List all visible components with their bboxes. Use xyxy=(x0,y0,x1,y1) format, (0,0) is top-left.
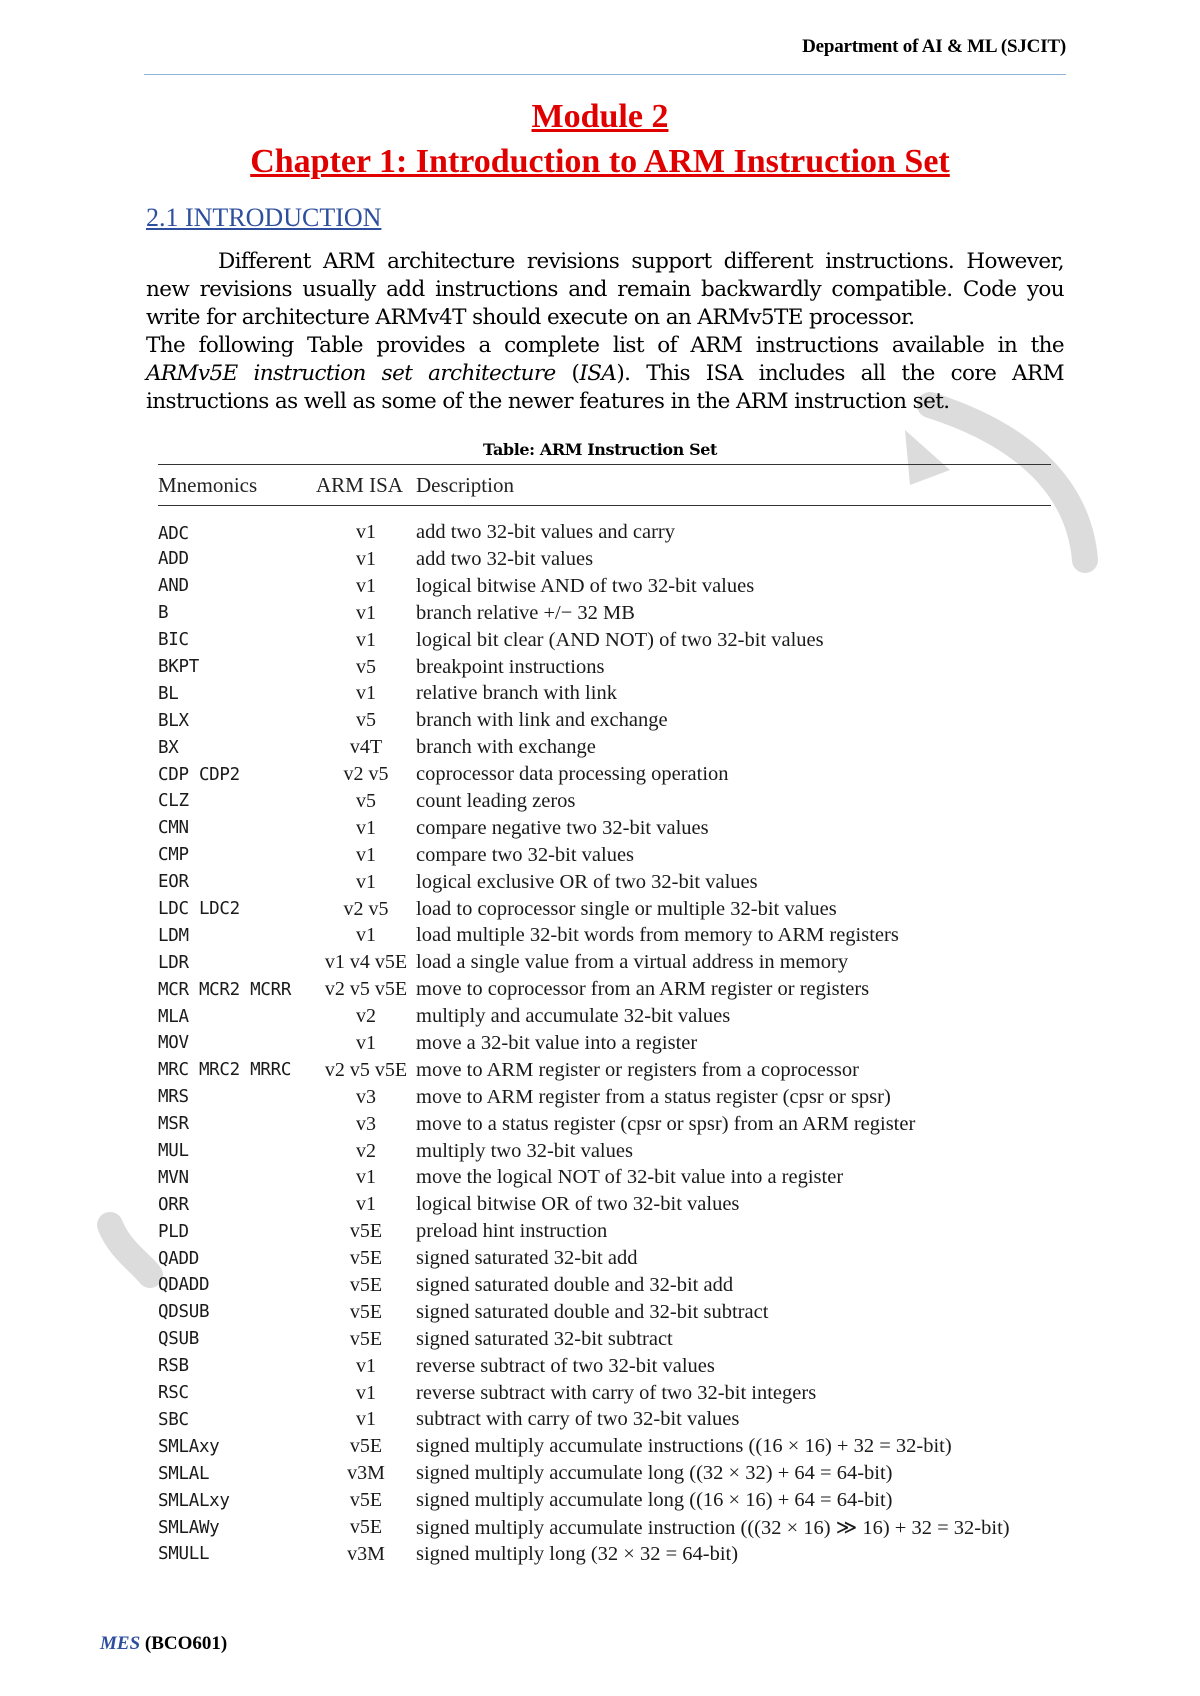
isa-version-cell: v5E xyxy=(349,1435,383,1458)
isa-version-cell: v2 v5 v5E xyxy=(324,1058,408,1081)
mnemonic-cell: CLZ xyxy=(158,791,189,812)
table-row xyxy=(158,949,1051,976)
isa-version-cell: v1 xyxy=(356,843,376,866)
intro-isa-abbrev: ISA xyxy=(579,361,617,386)
mnemonic-cell: ADC xyxy=(158,524,189,544)
description-cell: add two 32-bit values xyxy=(416,547,594,570)
isa-version-cell: v5 xyxy=(356,655,376,678)
intro-text-b: ( xyxy=(555,361,580,386)
isa-version-cell: v1 xyxy=(356,628,376,651)
isa-version-cell: v1 xyxy=(356,870,376,893)
table-row xyxy=(158,1353,1051,1380)
mnemonic-cell: RSB xyxy=(158,1356,189,1377)
isa-version-cell: v1 xyxy=(356,816,376,839)
isa-version-cell: v1 xyxy=(356,1193,376,1216)
isa-version-cell: v5E xyxy=(349,1516,383,1538)
table-row xyxy=(158,815,1051,842)
description-cell: move the logical NOT of 32-bit value into a register xyxy=(416,1166,844,1189)
table-row xyxy=(158,1272,1051,1299)
description-cell: add two 32-bit values and carry xyxy=(416,521,676,543)
mnemonic-cell: MSR xyxy=(158,1114,189,1135)
mnemonic-cell: MOV xyxy=(158,1033,189,1054)
table-row xyxy=(158,1514,1051,1541)
mnemonic-cell: ORR xyxy=(158,1194,189,1215)
mnemonic-cell: MCR MCR2 MCRR xyxy=(158,979,292,1000)
table-row xyxy=(158,1138,1051,1165)
mnemonic-cell: SBC xyxy=(158,1409,189,1430)
intro-paragraph-2 xyxy=(146,332,1064,416)
description-cell: logical bit clear (AND NOT) of two 32-bit values xyxy=(416,628,824,651)
description-cell: coprocessor data processing operation xyxy=(416,763,729,786)
isa-version-cell: v5E xyxy=(349,1300,383,1323)
section-heading: 2.1 INTRODUCTION xyxy=(146,203,382,232)
isa-version-cell: v3M xyxy=(347,1462,385,1485)
table-row xyxy=(158,1380,1051,1407)
description-cell: subtract with carry of two 32-bit values xyxy=(416,1408,740,1431)
description-cell: move to coprocessor from an ARM register or registers xyxy=(416,978,870,1001)
isa-version-cell: v2 xyxy=(356,1139,376,1162)
table-row xyxy=(158,1407,1051,1434)
description-cell: relative branch with link xyxy=(416,682,617,705)
description-cell: count leading zeros xyxy=(416,789,576,812)
table-row xyxy=(158,654,1051,681)
isa-version-cell: v1 xyxy=(356,682,376,705)
table-row xyxy=(158,761,1051,788)
table-row xyxy=(158,1299,1051,1326)
description-cell: breakpoint instructions xyxy=(416,655,605,678)
description-cell: logical bitwise AND of two 32-bit values xyxy=(416,574,755,597)
course-code: (BCO601) xyxy=(140,1633,228,1654)
description-cell: preload hint instruction xyxy=(416,1220,608,1243)
mnemonic-cell: MRC MRC2 MRRC xyxy=(158,1060,292,1081)
isa-version-cell: v1 xyxy=(356,574,376,597)
isa-version-cell: v1 xyxy=(356,1381,376,1404)
mnemonic-cell: MLA xyxy=(158,1006,189,1027)
page-footer xyxy=(100,1633,227,1655)
description-cell: load a single value from a virtual address in memory xyxy=(416,951,849,974)
header-description: Description xyxy=(416,465,1051,506)
table-row xyxy=(158,896,1051,923)
mnemonic-cell: CMP xyxy=(158,845,189,866)
isa-version-cell: v5 xyxy=(356,709,376,732)
description-cell: branch relative +/− 32 MB xyxy=(416,601,635,624)
isa-version-cell: v1 xyxy=(356,601,376,624)
mnemonic-cell: PLD xyxy=(158,1221,189,1242)
page-header xyxy=(144,36,1066,75)
mnemonic-cell: BX xyxy=(158,737,179,758)
mnemonic-cell: BL xyxy=(158,683,179,704)
table-row xyxy=(158,1326,1051,1353)
isa-version-cell: v2 v5 xyxy=(343,763,389,786)
intro-text-a: The following Table provides a complete list of ARM instructions available in the xyxy=(146,333,1064,358)
table-row xyxy=(158,734,1051,761)
table-row xyxy=(158,707,1051,734)
mnemonic-cell: SMLAWy xyxy=(158,1517,220,1538)
description-cell: signed multiply accumulate long ((32 × 32) + 64 = 64-bit) xyxy=(416,1462,893,1485)
table-row xyxy=(158,1030,1051,1057)
intro-text xyxy=(146,248,1064,416)
mnemonic-cell: LDM xyxy=(158,925,189,946)
isa-version-cell: v1 xyxy=(356,924,376,947)
table-row xyxy=(158,1084,1051,1111)
header-mnemonics: Mnemonics xyxy=(158,465,316,506)
intro-isa-term: ARMv5E instruction set architecture xyxy=(146,361,556,386)
description-cell: signed saturated 32-bit subtract xyxy=(416,1327,673,1350)
table-row xyxy=(158,869,1051,896)
mnemonic-cell: B xyxy=(158,603,169,624)
instruction-table xyxy=(158,464,1051,1568)
table-row xyxy=(158,1191,1051,1218)
description-cell: signed multiply accumulate instruction (((32 × 16) ≫ 16) + 32 = 32-bit) xyxy=(416,1517,1010,1539)
description-cell: move to ARM register or registers from a coprocessor xyxy=(416,1058,859,1081)
table-row xyxy=(158,1164,1051,1191)
table-row xyxy=(158,788,1051,815)
isa-version-cell: v5 xyxy=(356,789,376,812)
description-cell: branch with exchange xyxy=(416,736,596,759)
intro-text-c: ). This ISA includes all the core ARM instructions as well as some of the newer features in the ARM instruction set. xyxy=(146,361,1064,414)
isa-version-cell: v1 xyxy=(356,1354,376,1377)
table-row xyxy=(158,1003,1051,1030)
mnemonic-cell: LDC LDC2 xyxy=(158,899,240,920)
table-row xyxy=(158,1218,1051,1245)
mnemonic-cell: QADD xyxy=(158,1248,199,1269)
table-row xyxy=(158,680,1051,707)
table-row xyxy=(158,1433,1051,1460)
mnemonic-cell: SMULL xyxy=(158,1544,210,1565)
isa-version-cell: v4T xyxy=(349,736,383,759)
mnemonic-cell: QSUB xyxy=(158,1329,199,1350)
description-cell: multiply two 32-bit values xyxy=(416,1139,633,1162)
isa-version-cell: v3 xyxy=(356,1085,376,1108)
description-cell: multiply and accumulate 32-bit values xyxy=(416,1005,731,1028)
description-cell: logical bitwise OR of two 32-bit values xyxy=(416,1193,740,1216)
mnemonic-cell: BLX xyxy=(158,710,189,731)
description-cell: move to ARM register from a status register (cpsr or spsr) xyxy=(416,1085,891,1108)
description-cell: reverse subtract of two 32-bit values xyxy=(416,1354,715,1377)
table-row xyxy=(158,1487,1051,1514)
description-cell: branch with link and exchange xyxy=(416,709,668,732)
mnemonic-cell: ADD xyxy=(158,549,189,570)
table-header-row xyxy=(158,465,1051,506)
table-row xyxy=(158,573,1051,600)
isa-version-cell: v2 v5 xyxy=(343,897,389,920)
mnemonic-cell: BKPT xyxy=(158,657,199,677)
table-row xyxy=(158,1460,1051,1487)
mnemonic-cell: AND xyxy=(158,576,189,597)
isa-version-cell: v5E xyxy=(349,1247,383,1270)
table-row xyxy=(158,1245,1051,1272)
description-cell: load multiple 32-bit words from memory to ARM registers xyxy=(416,924,899,947)
description-cell: load to coprocessor single or multiple 32-bit values xyxy=(416,897,837,920)
isa-version-cell: v1 xyxy=(356,521,376,543)
mnemonic-cell: MRS xyxy=(158,1087,189,1108)
mnemonic-cell: BIC xyxy=(158,630,189,651)
description-cell: move a 32-bit value into a register xyxy=(416,1031,698,1054)
table-row xyxy=(158,1057,1051,1084)
table-body xyxy=(158,506,1051,1568)
isa-version-cell: v2 v5 v5E xyxy=(324,978,408,1001)
table-row xyxy=(158,922,1051,949)
description-cell: signed saturated double and 32-bit subtract xyxy=(416,1300,769,1323)
description-cell: compare two 32-bit values xyxy=(416,843,635,866)
description-cell: signed saturated 32-bit add xyxy=(416,1247,638,1270)
isa-version-cell: v3M xyxy=(347,1542,385,1565)
table-row xyxy=(158,546,1051,573)
mnemonic-cell: SMLALxy xyxy=(158,1490,230,1511)
isa-version-cell: v5E xyxy=(349,1273,383,1296)
description-cell: signed multiply long (32 × 32 = 64-bit) xyxy=(416,1542,739,1565)
mnemonic-cell: CMN xyxy=(158,818,189,839)
description-cell: logical exclusive OR of two 32-bit values xyxy=(416,870,758,893)
isa-version-cell: v1 xyxy=(356,547,376,570)
mnemonic-cell: QDSUB xyxy=(158,1302,210,1323)
description-cell: signed multiply accumulate long ((16 × 16) + 64 = 64-bit) xyxy=(416,1489,893,1512)
table-row xyxy=(158,842,1051,869)
table-row xyxy=(158,976,1051,1003)
description-cell: reverse subtract with carry of two 32-bit integers xyxy=(416,1381,817,1404)
isa-version-cell: v5E xyxy=(349,1327,383,1350)
description-cell: signed saturated double and 32-bit add xyxy=(416,1273,734,1296)
department-label: Department of AI & ML (SJCIT) xyxy=(802,36,1066,57)
mnemonic-cell: MVN xyxy=(158,1167,189,1188)
mnemonic-cell: EOR xyxy=(158,872,189,893)
table-caption: Table: ARM Instruction Set xyxy=(482,440,718,459)
mnemonic-cell: SMLAxy xyxy=(158,1436,220,1457)
table-row xyxy=(158,1111,1051,1138)
intro-paragraph-1: Different ARM architecture revisions support different instructions. However, new revisions usually add instructions and remain backwardly compatible. Code you write for architecture ARMv4T should execute on an ARMv5TE processor. xyxy=(146,249,1064,330)
isa-version-cell: v1 xyxy=(356,1166,376,1189)
mnemonic-cell: SMLAL xyxy=(158,1463,210,1484)
mnemonic-cell: MUL xyxy=(158,1141,189,1162)
isa-version-cell: v2 xyxy=(356,1005,376,1028)
description-cell: compare negative two 32-bit values xyxy=(416,816,709,839)
mnemonic-cell: LDR xyxy=(158,952,189,973)
chapter-title: Chapter 1: Introduction to ARM Instruction Set xyxy=(250,143,950,180)
table-row xyxy=(158,627,1051,654)
isa-version-cell: v1 v4 v5E xyxy=(324,951,408,974)
mnemonic-cell: QDADD xyxy=(158,1275,210,1296)
mnemonic-cell: CDP CDP2 xyxy=(158,764,240,785)
mnemonic-cell: RSC xyxy=(158,1383,189,1404)
table-row xyxy=(158,600,1051,627)
isa-version-cell: v5E xyxy=(349,1220,383,1243)
table-row xyxy=(158,506,1051,547)
course-prefix: MES xyxy=(100,1633,141,1654)
module-title: Module 2 xyxy=(531,98,669,135)
description-cell: signed multiply accumulate instructions ((16 × 16) + 32 = 32-bit) xyxy=(416,1435,952,1458)
isa-version-cell: v5E xyxy=(349,1489,383,1512)
table-row xyxy=(158,1541,1051,1568)
isa-version-cell: v1 xyxy=(356,1408,376,1431)
description-cell: move to a status register (cpsr or spsr) from an ARM register xyxy=(416,1112,916,1135)
isa-version-cell: v1 xyxy=(356,1031,376,1054)
isa-version-cell: v3 xyxy=(356,1112,376,1135)
header-arm-isa: ARM ISA xyxy=(316,465,416,506)
